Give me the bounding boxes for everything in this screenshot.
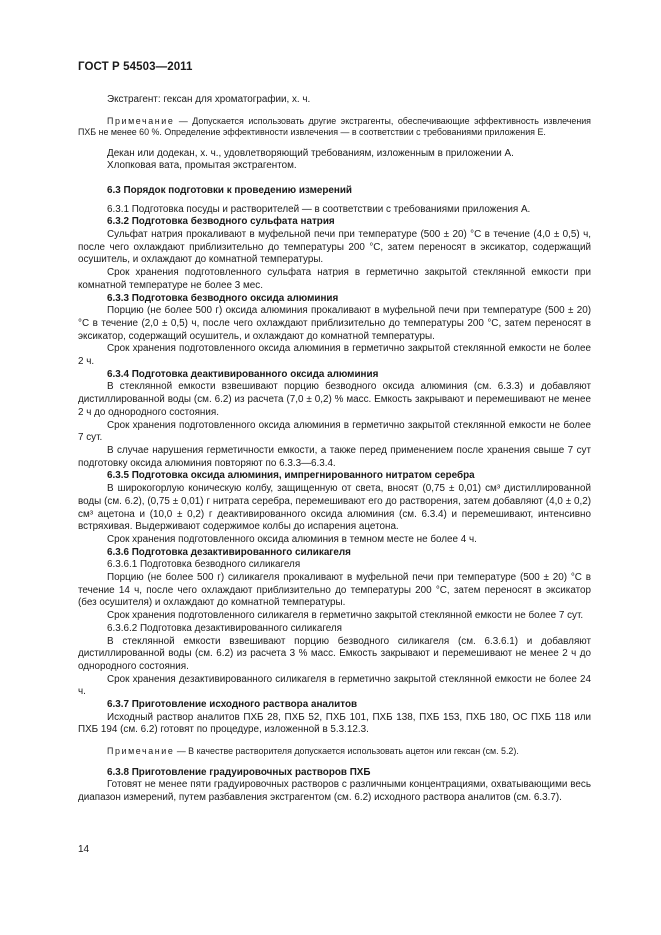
section-heading: 6.3.6 Подготовка дезактивированного силикагеля — [107, 546, 351, 558]
note-paragraph — [78, 746, 591, 757]
section-heading: 6.3.5 Подготовка оксида алюминия, импрегнированного нитратом серебра — [107, 470, 475, 482]
note-paragraph — [78, 116, 591, 139]
paragraph: Экстрагент: гексан для хроматографии, х. ч. — [107, 94, 311, 105]
note-text: — В качестве растворителя допускается использовать ацетон или гексан (см. 5.2). — [174, 746, 519, 757]
section-heading: 6.3 Порядок подготовки к проведению измерений — [107, 184, 352, 196]
section-heading: 6.3.3 Подготовка безводного оксида алюминия — [107, 292, 339, 304]
paragraph: Исходный раствор аналитов ПХБ 28, ПХБ 52, ПХБ 101, ПХБ 138, ПХБ 153, ПХБ 180, ОС ПХБ 118 или ПХБ 194 (см. 6.2) готовят по процедуре, изложенной в 5.3.12.3. — [78, 711, 591, 736]
paragraph: Срок хранения подготовленного оксида алюминия в герметично закрытой стеклянной емкости не более 2 ч. — [78, 343, 591, 368]
paragraph: Срок хранения подготовленного оксида алюминия в герметично закрытой стеклянной емкости не более 7 сут. — [78, 419, 591, 444]
page-header: ГОСТ Р 54503—2011 — [78, 61, 193, 73]
note-label: Примечание — [107, 115, 175, 126]
paragraph: Готовят не менее пяти градуировочных растворов с различными концентрациями, охватывающими весь диапазон измерений, путем разбавления экстрагентом (см. 6.2) исходного раствора аналитов (см. 6.3.7). — [78, 779, 591, 803]
paragraph: В случае нарушения герметичности емкости, а также перед применением после хранения свыше 7 сут подготовку оксида алюминия повторяют по 6.3.3—6.3.4. — [78, 444, 591, 469]
section-heading: 6.3.4 Подготовка деактивированного оксида алюминия — [107, 368, 379, 380]
document-body — [78, 94, 591, 805]
section-heading: 6.3.2 Подготовка безводного сульфата натрия — [107, 216, 335, 228]
paragraph: 6.3.6.2 Подготовка дезактивированного силикагеля — [107, 622, 342, 634]
paragraph: В стеклянной емкости взвешивают порцию безводного силикагеля (см. 6.3.6.1) и добавляют дистиллированной воды (см. 6.2) из расчета 3 % масс. Емкость закрывают и перемешивают не менее 2 ч до однородного состояния. — [78, 635, 591, 672]
section-heading: 6.3.8 Приготовление градуировочных растворов ПХБ — [107, 766, 371, 778]
paragraph: 6.3.1 Подготовка посуды и растворителей — в соответствии с требованиями приложения А. — [107, 203, 531, 215]
paragraph: 6.3.6.1 Подготовка безводного силикагеля — [107, 559, 301, 571]
paragraph: Срок хранения подготовленного силикагеля в герметично закрытой стеклянной емкости не более 7 сут. — [107, 610, 584, 622]
note-text: — Допускается использовать другие экстрагенты, обеспечивающие эффективность извлечения ПХБ не менее 60 %. Определение эффективности извлечения — в соответствии с требованиями приложения Е. — [78, 115, 591, 138]
paragraph: В стеклянной емкости взвешивают порцию безводного оксида алюминия (см. 6.3.3) и добавляют дистиллированной воды (см. 6.2) из расчета (7,0 ± 0,2) % масс. Емкость закрывают и перемешивают не менее 2 ч до однородного состояния. — [78, 381, 591, 418]
paragraph: Срок хранения дезактивированного силикагеля в герметично закрытой стеклянной емкости не более 24 ч. — [78, 673, 591, 698]
paragraph: Срок хранения подготовленного оксида алюминия в темном месте не более 4 ч. — [107, 533, 477, 545]
paragraph: Хлопковая вата, промытая экстрагентом. — [107, 160, 297, 172]
paragraph: В широкогорлую коническую колбу, защищенную от света, вносят (0,75 ± 0,01) см³ дистиллированной воды (см. 6.2), (0,75 ± 0,01) г нитрата серебра, перемешивают его до растворения, затем добавляют (4,0 ± 0,2) см³ ацетона и (10,0 ± 0,2) г деактивированного оксида алюминия (см. 6.3.4) и перемешивают, интенсивно встряхивая. Выдерживают содержимое колбы до испарения ацетона. — [78, 483, 591, 533]
paragraph: Срок хранения подготовленного сульфата натрия в герметично закрытой стеклянной емкости при комнатной температуре не более 3 мес. — [78, 267, 591, 291]
paragraph: Декан или додекан, х. ч., удовлетворяющий требованиям, изложенным в приложении А. — [107, 147, 514, 159]
section-heading: 6.3.7 Приготовление исходного раствора аналитов — [107, 699, 358, 711]
paragraph: Порцию (не более 500 г) силикагеля прокаливают в муфельной печи при температуре (500 ± 20) °С в течение 14 ч, после чего охлаждают приблизительно до температуры 200 °С, затем переносят в эксикатор (без осушителя) и охлаждают до комнатной температуры. — [78, 572, 591, 609]
paragraph: Сульфат натрия прокаливают в муфельной печи при температуре (500 ± 20) °С в течение (4,0 ± 0,5) ч, после чего охлаждают приблизительно до температуры 200 °С, затем переносят в эксикатор, содержащий осушитель, и охлаждают до комнатной температуры. — [78, 229, 591, 266]
page-number: 14 — [78, 844, 90, 855]
paragraph: Порцию (не более 500 г) оксида алюминия прокаливают в муфельной печи при температуре (500 ± 20) °С в течение (2,0 ± 0,5) ч, после чего охлаждают приблизительно до температуры 200 °С, затем переносят в эксикатор, содержащий осушитель, и охлаждают до комнатной температуры. — [78, 305, 591, 342]
note-label: Примечание — [107, 746, 175, 757]
